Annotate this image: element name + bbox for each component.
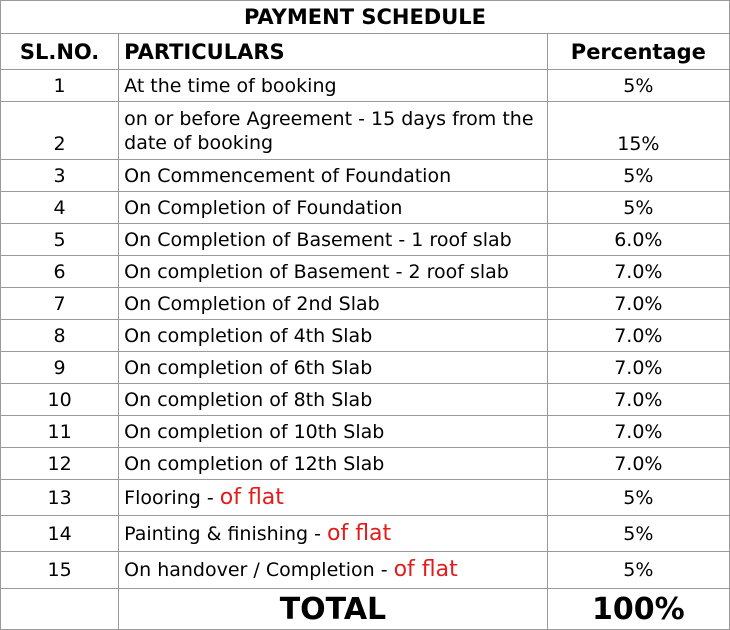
table-row — [1, 160, 730, 192]
table-row — [1, 448, 730, 480]
row-sl-no: 1 — [1, 70, 119, 102]
row-particulars: On Completion of Foundation — [119, 192, 548, 224]
row-percentage: 7.0% — [547, 256, 729, 288]
row-particulars: On completion of Basement - 2 roof slab — [119, 256, 548, 288]
row-percentage: 5% — [547, 480, 729, 516]
table-row — [1, 480, 730, 516]
row-percentage: 6.0% — [547, 224, 729, 256]
row-particulars: On Completion of Basement - 1 roof slab — [119, 224, 548, 256]
table-row — [1, 102, 730, 160]
row-particulars: On completion of 4th Slab — [119, 320, 548, 352]
row-percentage: 5% — [547, 70, 729, 102]
row-percentage: 7.0% — [547, 288, 729, 320]
row-sl-no: 15 — [1, 552, 119, 589]
total-percentage: 100% — [547, 589, 729, 630]
row-particulars: On completion of 12th Slab — [119, 448, 548, 480]
header-row — [1, 34, 730, 70]
row-sl-no: 2 — [1, 102, 119, 160]
row-sl-no: 10 — [1, 384, 119, 416]
table-row — [1, 288, 730, 320]
row-particulars: On completion of 8th Slab — [119, 384, 548, 416]
row-sl-no: 13 — [1, 480, 119, 516]
row-sl-no: 4 — [1, 192, 119, 224]
header-particulars: PARTICULARS — [119, 34, 548, 70]
row-percentage: 5% — [547, 516, 729, 552]
row-percentage: 15% — [547, 102, 729, 160]
row-particulars: On Completion of 2nd Slab — [119, 288, 548, 320]
table-row — [1, 352, 730, 384]
header-sl-no: SL.NO. — [1, 34, 119, 70]
total-empty-cell — [1, 589, 119, 630]
row-particulars: on or before Agreement - 15 days from the date of booking — [119, 102, 548, 160]
table-row — [1, 256, 730, 288]
table-row — [1, 552, 730, 589]
row-percentage: 7.0% — [547, 448, 729, 480]
table-row — [1, 192, 730, 224]
row-particulars — [119, 552, 548, 589]
row-particulars: At the time of booking — [119, 70, 548, 102]
row-percentage: 5% — [547, 192, 729, 224]
row-sl-no: 14 — [1, 516, 119, 552]
row-particulars-highlight: of flat — [393, 557, 458, 582]
table-title: PAYMENT SCHEDULE — [1, 1, 730, 34]
row-particulars: On completion of 10th Slab — [119, 416, 548, 448]
row-sl-no: 7 — [1, 288, 119, 320]
row-percentage: 5% — [547, 552, 729, 589]
row-particulars-text: Painting & finishing - — [124, 522, 327, 545]
row-sl-no: 12 — [1, 448, 119, 480]
row-percentage: 5% — [547, 160, 729, 192]
table-row — [1, 416, 730, 448]
row-sl-no: 9 — [1, 352, 119, 384]
header-percentage: Percentage — [547, 34, 729, 70]
row-particulars: On completion of 6th Slab — [119, 352, 548, 384]
row-percentage: 7.0% — [547, 416, 729, 448]
row-percentage: 7.0% — [547, 320, 729, 352]
row-particulars — [119, 516, 548, 552]
row-sl-no: 3 — [1, 160, 119, 192]
row-sl-no: 5 — [1, 224, 119, 256]
table-row — [1, 516, 730, 552]
row-percentage: 7.0% — [547, 384, 729, 416]
row-sl-no: 11 — [1, 416, 119, 448]
row-particulars — [119, 480, 548, 516]
row-sl-no: 6 — [1, 256, 119, 288]
row-particulars: On Commencement of Foundation — [119, 160, 548, 192]
table-row — [1, 70, 730, 102]
row-particulars-highlight: of flat — [327, 520, 392, 546]
row-particulars-highlight: of flat — [219, 484, 284, 510]
table-row — [1, 384, 730, 416]
total-label: TOTAL — [119, 589, 548, 630]
table-row — [1, 320, 730, 352]
row-particulars-text: On handover / Completion - — [124, 559, 394, 581]
total-row — [1, 589, 730, 630]
row-particulars-text: Flooring - — [124, 486, 220, 509]
table-row — [1, 224, 730, 256]
row-sl-no: 8 — [1, 320, 119, 352]
row-percentage: 7.0% — [547, 352, 729, 384]
